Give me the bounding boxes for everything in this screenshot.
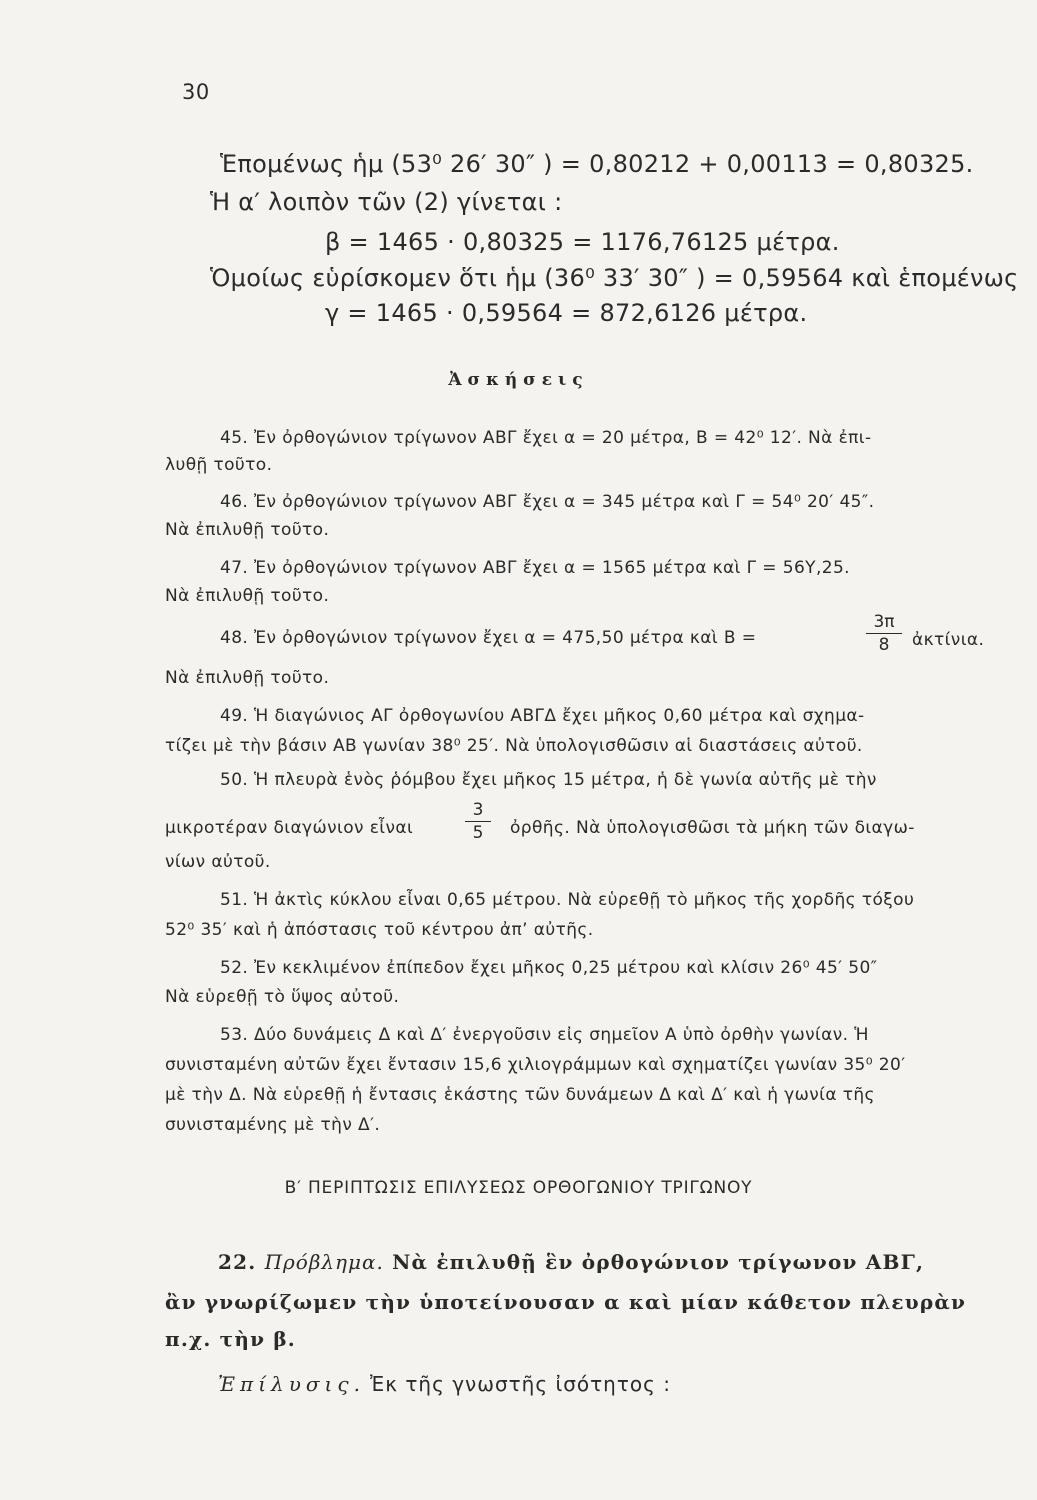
fraction-denominator: 5 [472,823,484,843]
exercise-53-cont: μὲ τὴν Δ. Νὰ εὑρεθῇ ἡ ἔντασις ἑκάστης τῶν δυνάμεων Δ καὶ Δ′ καὶ ἡ γωνία τῆς [165,1085,875,1105]
calc-line: Ὁμοίως εὑρίσκομεν ὅτι ἡμ (36⁰ 33′ 30″ ) = 0,59564 καὶ ἑπομένως [210,264,1019,292]
exercise-48: 48. Ἐν ὀρθογώνιον τρίγωνον ἔχει α = 475,50 μέτρα καὶ Β = [220,628,757,648]
exercise-53: 53. Δύο δυνάμεις Δ καὶ Δ′ ἐνεργοῦσιν εἰς σημεῖον Α ὑπὸ ὀρθὴν γωνίαν. Ἡ [220,1025,869,1045]
exercise-46-cont: Νὰ ἐπιλυθῇ τοῦτο. [165,520,330,540]
problem-statement: Νὰ ἐπιλυθῇ ἓν ὀρθογώνιον τρίγωνον ΑΒΓ, [392,1250,925,1274]
fraction-numerator: 3π [873,612,895,632]
exercise-49-cont: τίζει μὲ τὴν βάσιν ΑΒ γωνίαν 38⁰ 25′. Νὰ ὑπολογισθῶσιν αἱ διαστάσεις αὐτοῦ. [165,736,863,756]
calc-line: γ = 1465 · 0,59564 = 872,6126 μέτρα. [325,299,808,327]
page-number: 30 [182,80,210,104]
problem-statement-cont: π.χ. τὴν β. [165,1327,296,1351]
solution-label: Ἐπίλυσις. [218,1372,365,1396]
exercise-50-cont: μικροτέραν διαγώνιον εἶναι [165,818,414,838]
exercise-50-cont3: νίων αὐτοῦ. [165,852,271,872]
exercise-53-cont: συνισταμένης μὲ τὴν Δ′. [165,1115,381,1135]
exercise-50: 50. Ἡ πλευρὰ ἑνὸς ῥόμβου ἔχει μῆκος 15 μέτρα, ἡ δὲ γωνία αὐτῆς μὲ τὴν [220,770,877,790]
fraction-numerator: 3 [472,800,484,820]
exercise-52-cont: Νὰ εὑρεθῇ τὸ ὕψος αὐτοῦ. [165,987,400,1007]
fraction-denominator: 8 [878,635,890,655]
calc-line: β = 1465 · 0,80325 = 1176,76125 μέτρα. [325,228,840,256]
exercise-45-cont: λυθῇ τοῦτο. [165,455,273,475]
solution-text: Ἐκ τῆς γνωστῆς ἰσότητος : [370,1372,671,1396]
problem-number: 22. [218,1250,257,1274]
fraction-bar [465,821,491,822]
fraction-bar [866,633,902,634]
exercise-52: 52. Ἐν κεκλιμένον ἐπίπεδον ἔχει μῆκος 0,25 μέτρου καὶ κλίσιν 26⁰ 45′ 50″ [220,958,878,978]
fraction-3-over-5 [465,800,491,843]
solution-line [218,1372,671,1396]
exercise-50-cont2: ὀρθῆς. Νὰ ὑπολογισθῶσι τὰ μήκη τῶν διαγω- [510,818,915,838]
exercises-heading: Ἀσκήσεις [448,370,589,390]
exercise-48-unit: ἀκτίνια. [912,630,985,650]
problem-statement-cont: ἂν γνωρίζωμεν τὴν ὑποτείνουσαν α καὶ μίαν κάθετον πλευρὰν [165,1290,967,1314]
calc-line: Ἡ α′ λοιπὸν τῶν (2) γίνεται : [210,188,563,216]
section-title: Β′ ΠΕΡΙΠΤΩΣΙΣ ΕΠΙΛΥΣΕΩΣ ΟΡΘΟΓΩΝΙΟΥ ΤΡΙΓΩΝΟΥ [284,1178,753,1198]
exercise-51: 51. Ἡ ἀκτὶς κύκλου εἶναι 0,65 μέτρου. Νὰ εὑρεθῇ τὸ μῆκος τῆς χορδῆς τόξου [220,890,915,910]
exercise-48-cont: Νὰ ἐπιλυθῇ τοῦτο. [165,668,330,688]
exercise-47-cont: Νὰ ἐπιλυθῇ τοῦτο. [165,586,330,606]
calc-line: Ἑπομένως ἡμ (53⁰ 26′ 30″ ) = 0,80212 + 0,00113 = 0,80325. [220,150,974,178]
problem-label: Πρόβλημα. [264,1250,384,1274]
exercise-49: 49. Ἡ διαγώνιος ΑΓ ὀρθογωνίου ΑΒΓΔ ἔχει μῆκος 0,60 μέτρα καὶ σχημα- [220,706,865,726]
exercise-45: 45. Ἐν ὀρθογώνιον τρίγωνον ΑΒΓ ἔχει α = 20 μέτρα, Β = 42⁰ 12′. Νὰ ἐπι- [220,428,872,448]
problem-line [218,1250,924,1274]
exercise-47: 47. Ἐν ὀρθογώνιον τρίγωνον ΑΒΓ ἔχει α = 1565 μέτρα καὶ Γ = 56Υ,25. [220,558,850,578]
fraction-3pi-over-8 [866,612,902,655]
exercise-53-cont: συνισταμένη αὐτῶν ἔχει ἔντασιν 15,6 χιλιογράμμων καὶ σχηματίζει γωνίαν 35⁰ 20′ [165,1055,906,1075]
exercise-46: 46. Ἐν ὀρθογώνιον τρίγωνον ΑΒΓ ἔχει α = 345 μέτρα καὶ Γ = 54⁰ 20′ 45″. [220,492,875,512]
exercise-51-cont: 52⁰ 35′ καὶ ἡ ἀπόστασις τοῦ κέντρου ἀπ’ αὐτῆς. [165,920,594,940]
